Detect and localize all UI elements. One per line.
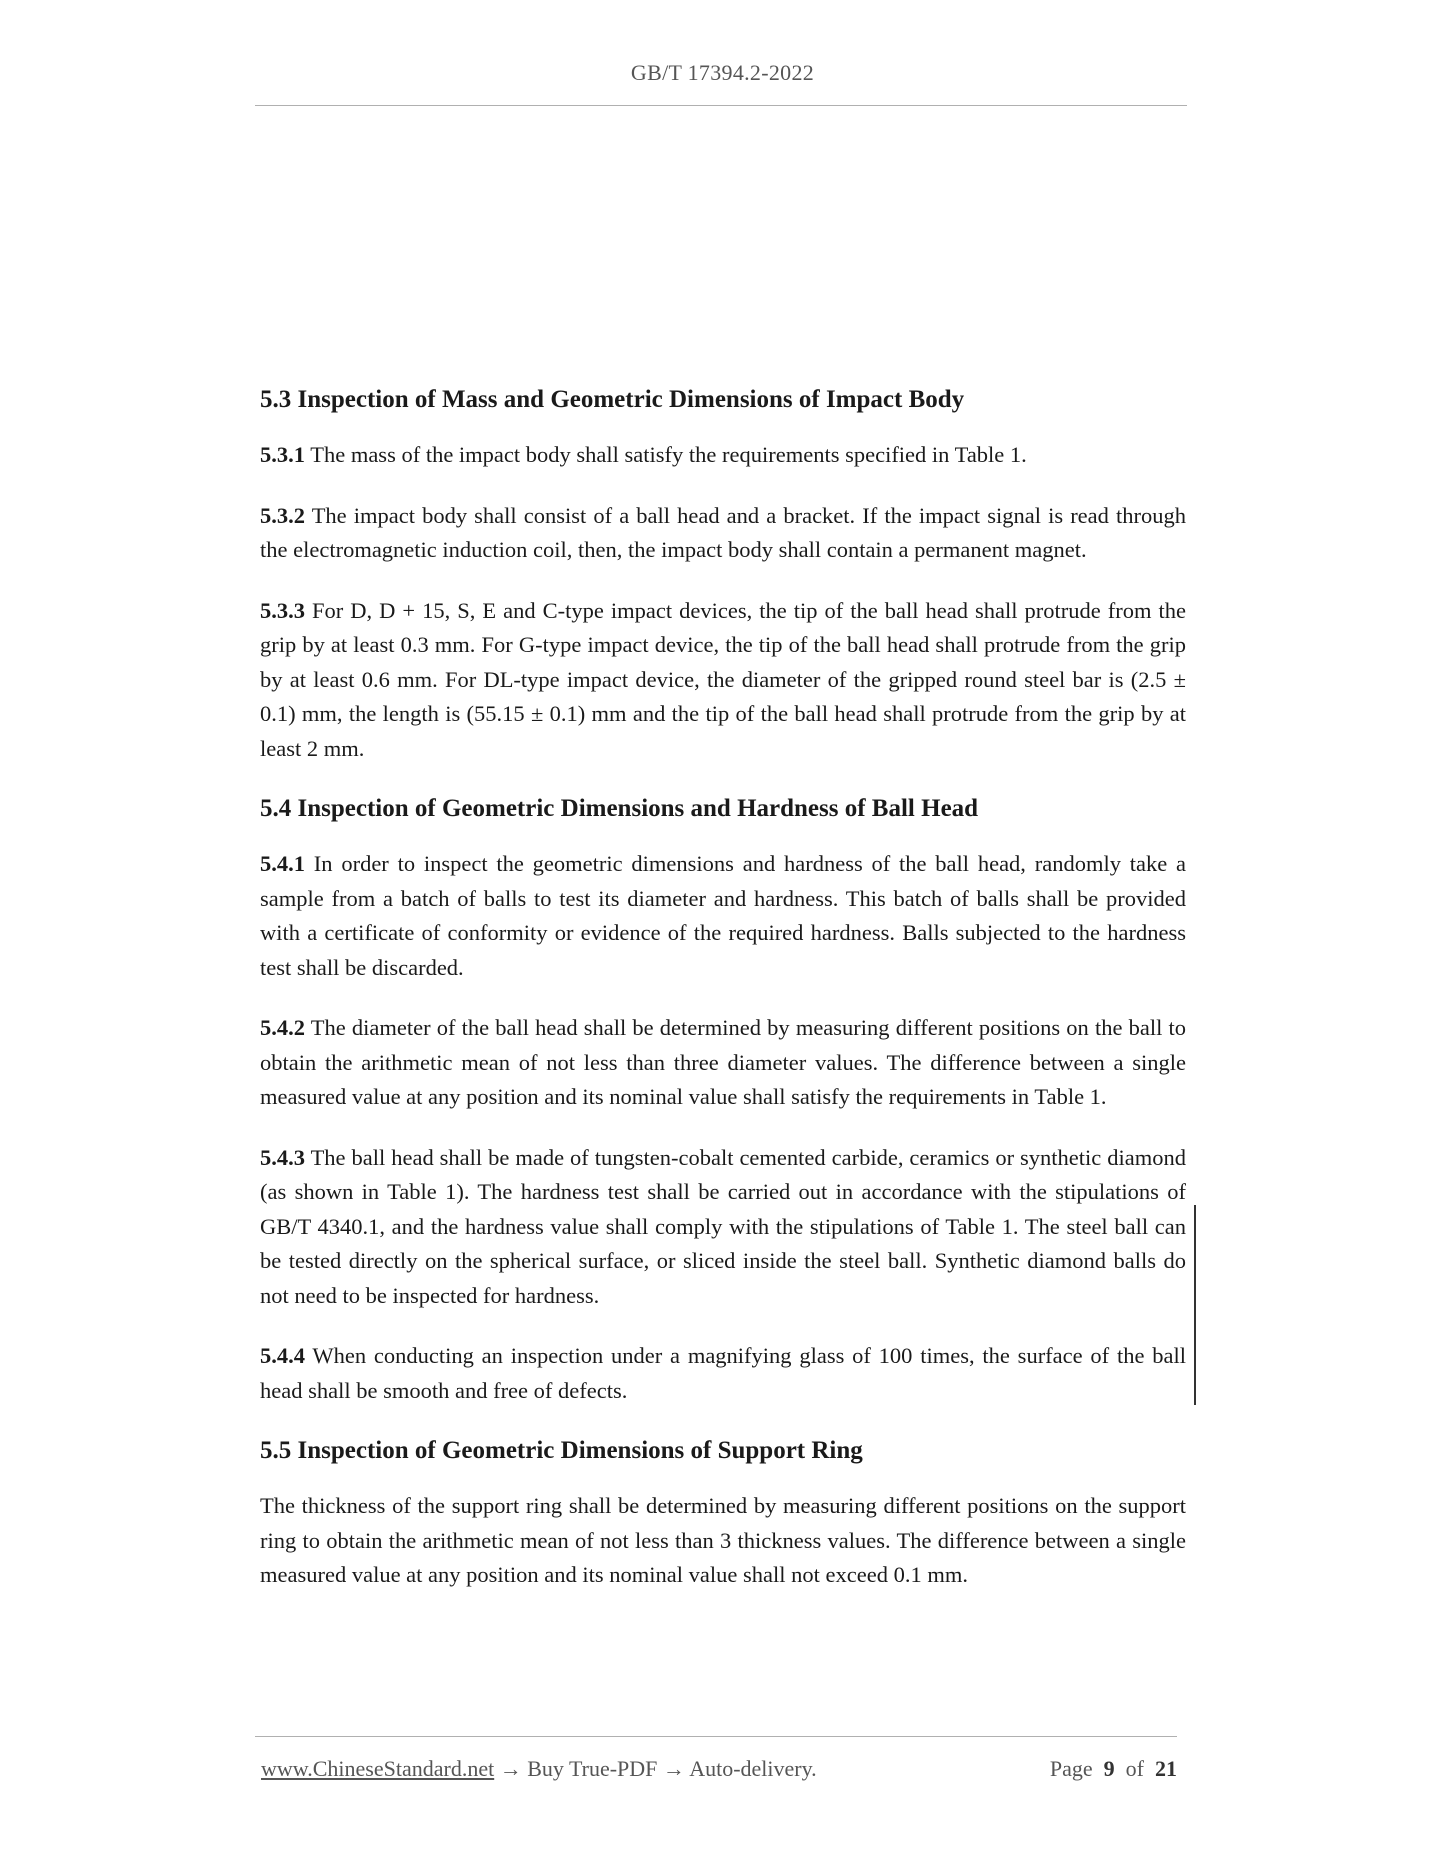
footer-tagline: → Buy True-PDF → Auto-delivery. — [494, 1756, 817, 1781]
total-pages: 21 — [1155, 1756, 1177, 1781]
clause-number: 5.4.3 — [260, 1144, 305, 1170]
clause-5-3-1 — [260, 438, 1186, 473]
clause-text: The diameter of the ball head shall be determined by measuring different positions on the ball to obtain the arithmetic mean of not less than three diameter values. The difference between a single measured value at any position and its nominal value shall satisfy the requirements in Table 1. — [260, 1015, 1186, 1109]
clause-text: For D, D + 15, S, E and C-type impact devices, the tip of the ball head shall protrude from the grip by at least 0.3 mm. For G-type impact device, the tip of the ball head shall protrude from the grip by at least 0.6 mm. For DL-type impact device, the diameter of the gripped round steel bar is (2.5 ± 0.1) mm, the length is (55.15 ± 0.1) mm and the tip of the ball head shall protrude from the grip by at least 2 mm. — [260, 597, 1186, 761]
section-5-4-heading: 5.4 Inspection of Geometric Dimensions and Hardness of Ball Head — [260, 795, 979, 822]
clause-text: The thickness of the support ring shall be determined by measuring different positions on the support ring to obtain the arithmetic mean of not less than 3 thickness values. The difference between a single measured value at any position and its nominal value shall not exceed 0.1 mm. — [260, 1493, 1186, 1587]
clause-number: 5.4.4 — [260, 1343, 305, 1368]
page-indicator — [1050, 1756, 1177, 1782]
document-code-header: GB/T 17394.2-2022 — [630, 60, 815, 85]
clause-text: The mass of the impact body shall satisfy the requirements specified in Table 1. — [305, 442, 1027, 467]
clause-number: 5.3.1 — [260, 442, 305, 467]
clause-5-5-body — [260, 1489, 1186, 1593]
clause-text: The impact body shall consist of a ball head and a bracket. If the impact signal is read through the electromagnetic induction coil, then, the impact body shall contain a permanent magnet. — [260, 502, 1186, 562]
current-page-number: 9 — [1103, 1756, 1115, 1781]
revision-change-bar — [1194, 1205, 1196, 1405]
clause-number: 5.3.2 — [260, 502, 305, 528]
clause-5-4-2 — [260, 1011, 1186, 1115]
clause-5-3-3 — [260, 594, 1186, 767]
clause-text: When conducting an inspection under a magnifying glass of 100 times, the surface of the ball head shall be smooth and free of defects. — [260, 1343, 1186, 1403]
clause-5-4-3 — [260, 1141, 1186, 1314]
of-label: of — [1125, 1756, 1144, 1781]
clause-number: 5.4.2 — [260, 1015, 305, 1040]
clause-5-3-2 — [260, 499, 1186, 568]
document-body — [260, 383, 1186, 1619]
clause-number: 5.4.1 — [260, 851, 305, 876]
header-divider — [255, 105, 1187, 106]
footer-promo — [261, 1756, 817, 1782]
section-5-3-heading: 5.3 Inspection of Mass and Geometric Dimensions of Impact Body — [260, 386, 965, 413]
clause-5-4-4 — [260, 1339, 1186, 1408]
website-link[interactable]: www.ChineseStandard.net — [261, 1756, 495, 1781]
clause-5-4-1 — [260, 847, 1186, 985]
clause-text: In order to inspect the geometric dimensions and hardness of the ball head, randomly take a sample from a batch of balls to test its diameter and hardness. This batch of balls shall be provided with a certificate of conformity or evidence of the required hardness. Balls subjected to the hardness test shall be discarded. — [260, 851, 1186, 980]
clause-number: 5.3.3 — [260, 597, 305, 623]
footer-divider — [255, 1736, 1177, 1737]
page-footer — [261, 1756, 1177, 1788]
clause-text: The ball head shall be made of tungsten-cobalt cemented carbide, ceramics or synthetic diamond (as shown in Table 1). The hardness test shall be carried out in accordance with the stipulations of GB/T 4340.1, and the hardness value shall comply with the stipulations of Table 1. The steel ball can be tested directly on the spherical surface, or sliced inside the steel ball. Synthetic diamond balls do not need to be inspected for hardness. — [260, 1144, 1186, 1308]
page-label: Page — [1049, 1756, 1093, 1781]
section-5-5-heading: 5.5 Inspection of Geometric Dimensions of Support Ring — [260, 1437, 863, 1464]
